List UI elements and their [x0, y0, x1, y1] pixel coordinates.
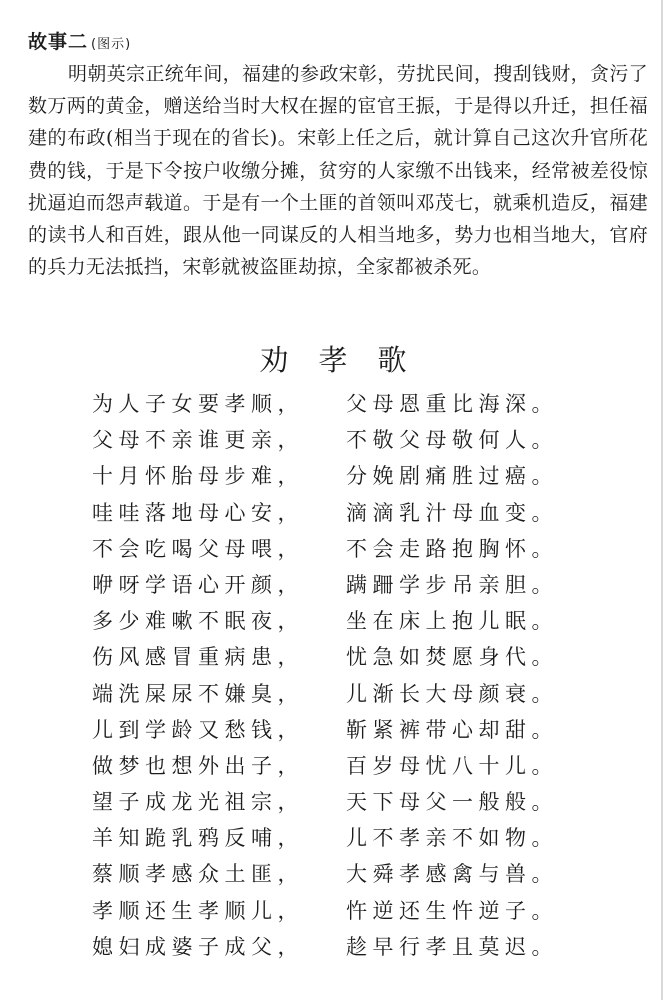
poem-line-second-half: 儿渐长大母颜衰。 [346, 681, 558, 706]
poem-line-first-half: 蔡顺孝感众土匪， [92, 862, 304, 887]
poem-line-second-half: 百岁母忧八十儿。 [346, 753, 558, 778]
story-figure-note: (图示) [91, 37, 132, 52]
poem-line-second-half: 靳紧裤带心却甜。 [346, 717, 558, 742]
story-title: 故事二 [28, 31, 89, 53]
poem-line [92, 495, 652, 531]
poem-line [92, 639, 652, 675]
poem-line-first-half: 为人子女要孝顺， [92, 392, 304, 416]
poem-line-first-half: 孝顺还生孝顺儿， [92, 898, 304, 923]
poem-line [92, 929, 652, 965]
poem-line-first-half: 多少难嗽不眠夜， [92, 609, 304, 634]
poem-line [92, 676, 652, 712]
poem-line-second-half: 趁早行孝且莫迟。 [346, 934, 558, 959]
poem-line [92, 820, 652, 856]
poem-line [92, 567, 652, 603]
poem-line-second-half: 坐在床上抱儿眠。 [346, 609, 558, 634]
poem-line [92, 458, 652, 494]
poem-line-first-half: 伤风感冒重病患， [92, 645, 304, 670]
poem-line-first-half: 哇哇落地母心安， [92, 500, 304, 525]
poem-line-second-half: 儿不孝亲不如物。 [346, 826, 558, 851]
poem-line-second-half: 父母恩重比海深。 [346, 392, 558, 416]
poem-line [92, 784, 652, 820]
poem-line-second-half: 分娩剧痛胜过癌。 [346, 464, 558, 489]
poem-line [92, 748, 652, 784]
poem-line-first-half: 做梦也想外出子， [92, 753, 304, 778]
poem-line-first-half: 媳妇成婆子成父， [92, 934, 304, 959]
poem-line-first-half: 不会吃喝父母喂， [92, 536, 304, 561]
story-section [28, 26, 648, 283]
poem-line-first-half: 端洗屎尿不嫌臭， [92, 681, 304, 706]
poem-line [92, 603, 652, 639]
poem-line-second-half: 忤逆还生忤逆子。 [346, 898, 558, 923]
poem-line [92, 712, 652, 748]
page-edge [661, 0, 663, 1000]
poem-line-second-half: 忧急如焚愿身代。 [346, 645, 558, 670]
poem-line-second-half: 滴滴乳汁母血变。 [346, 500, 558, 525]
poem-line-first-half: 父母不亲谁更亲， [92, 428, 304, 453]
poem-line-first-half: 羊知跪乳鸦反哺， [92, 826, 304, 851]
story-paragraph: 明朝英宗正统年间，福建的参政宋彰，劳扰民间，搜刮钱财，贪污了数万两的黄金，赠送给当时大权在握的宦官王振，于是得以升迁，担任福建的布政(相当于现在的省长)。宋彰上任之后，就计算自己这次升官所花费的钱，于是下令按户收缴分摊，贫穷的人家缴不出钱来，经常被差役惊扰逼迫而怨声载道。于是有一个土匪的首领叫邓茂七，就乘机造反，福建的读书人和百姓，跟从他一同谋反的人相当地多，势力也相当地大，官府的兵力无法抵挡，宋彰就被盗匪劫掠，全家都被杀死。 [28, 63, 648, 279]
poem-line [92, 531, 652, 567]
poem-line-first-half: 十月怀胎母步难， [92, 464, 304, 489]
poem-line-first-half: 咿呀学语心开颜， [92, 572, 304, 597]
poem-line [92, 893, 652, 929]
poem-line [92, 856, 652, 892]
poem-line-first-half: 望子成龙光祖宗， [92, 790, 304, 815]
poem-line-second-half: 蹒跚学步吊亲胆。 [346, 572, 558, 597]
poem-line-second-half: 天下母父一般般。 [346, 790, 558, 815]
poem-line [92, 422, 652, 458]
poem-line-first-half: 儿到学龄又愁钱， [92, 717, 304, 742]
story-heading [28, 26, 648, 58]
poem-line-second-half: 不敬父母敬何人。 [346, 428, 558, 453]
poem-title: 劝孝歌 [259, 343, 437, 377]
poem-line-second-half: 大舜孝感禽与兽。 [346, 862, 558, 887]
poem-body [92, 386, 652, 965]
poem-line [92, 386, 652, 422]
poem-line-second-half: 不会走路抱胸怀。 [346, 536, 558, 561]
